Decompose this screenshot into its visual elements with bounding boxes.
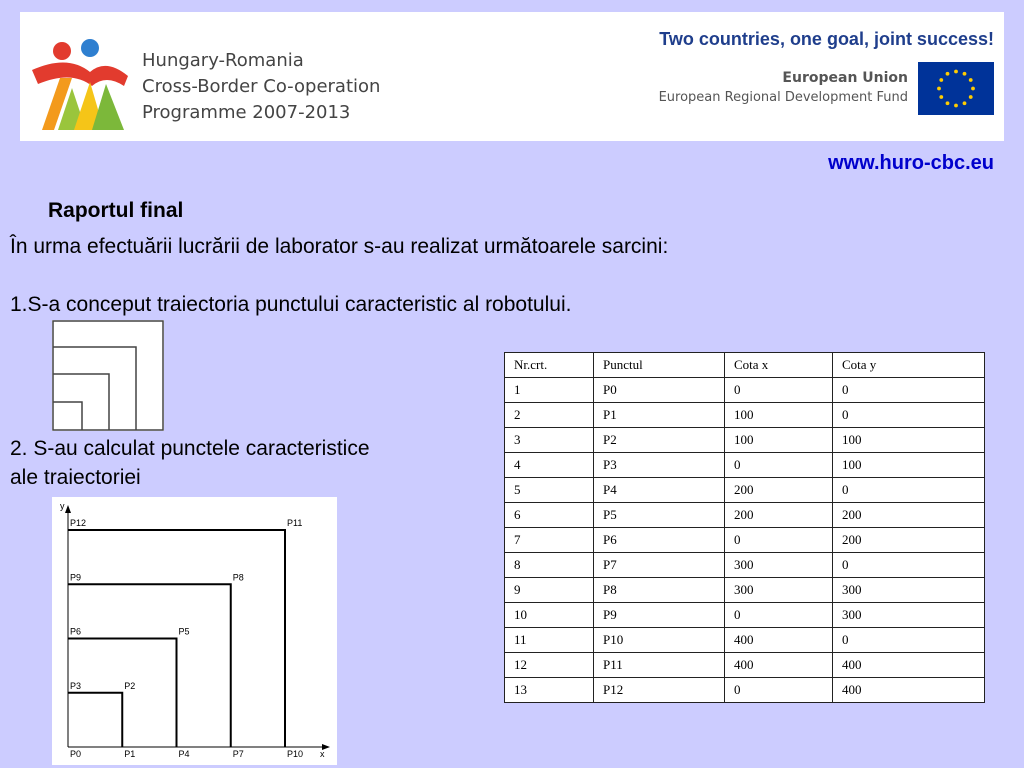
- point-label: P11: [287, 518, 303, 528]
- table-cell: 300: [833, 578, 985, 603]
- x-axis-label: x: [320, 749, 325, 759]
- table-cell: P12: [594, 678, 725, 703]
- table-cell: 300: [833, 603, 985, 628]
- task-1-text: 1.S-a conceput traiectoria punctului caracteristic al robotului.: [10, 293, 572, 316]
- table-cell: 4: [505, 453, 594, 478]
- program-line: Programme 2007-2013: [142, 102, 351, 123]
- table-row: [505, 653, 985, 678]
- table-cell: 300: [725, 578, 833, 603]
- eu-fund-label: European Regional Development Fund: [658, 90, 908, 105]
- point-label: P9: [70, 572, 82, 583]
- point-label: P1: [124, 749, 136, 759]
- table-cell: 200: [833, 528, 985, 553]
- trajectory-square-3: [68, 584, 231, 747]
- table-cell: 0: [725, 603, 833, 628]
- point-label: P5: [178, 626, 190, 637]
- table-cell: P5: [594, 503, 725, 528]
- table-cell: P10: [594, 628, 725, 653]
- star-icon: [963, 101, 967, 105]
- y-axis-arrow-icon: [65, 505, 71, 513]
- table-cell: 0: [833, 403, 985, 428]
- star-icon: [971, 87, 975, 91]
- table-cell: 100: [833, 453, 985, 478]
- point-label: P3: [70, 680, 82, 691]
- point-label: P10: [287, 749, 304, 759]
- table-cell: P0: [594, 378, 725, 403]
- tagline: Two countries, one goal, joint success!: [659, 29, 994, 49]
- intro-text: În urma efectuării lucrării de laborator s-au realizat următoarele sarcini:: [10, 235, 669, 258]
- table-cell: 100: [833, 428, 985, 453]
- table-cell: 0: [833, 378, 985, 403]
- point-label: P2: [124, 680, 136, 691]
- point-label: P0: [70, 749, 82, 759]
- table-cell: 10: [505, 603, 594, 628]
- table-row: [505, 503, 985, 528]
- table-cell: P1: [594, 403, 725, 428]
- star-icon: [969, 78, 973, 82]
- table-cell: P7: [594, 553, 725, 578]
- header-nr: Nr.crt.: [505, 353, 594, 378]
- program-name: [142, 48, 380, 126]
- table-cell: 200: [725, 478, 833, 503]
- star-icon: [939, 95, 943, 99]
- task-2-line: 2. S-au calculat punctele caracteristice: [10, 437, 370, 460]
- table-cell: 400: [833, 653, 985, 678]
- points-table: [504, 352, 985, 703]
- point-label: P12: [70, 518, 87, 528]
- table-cell: 0: [725, 678, 833, 703]
- star-icon: [946, 101, 950, 105]
- table-row: [505, 478, 985, 503]
- table-cell: 0: [725, 453, 833, 478]
- table-cell: 9: [505, 578, 594, 603]
- y-axis-label: y: [60, 501, 65, 511]
- star-icon: [969, 95, 973, 99]
- report-title: Raportul final: [48, 199, 184, 222]
- program-line: Cross-Border Co-operation: [142, 76, 381, 97]
- star-icon: [946, 72, 950, 76]
- huro-logo-icon: [28, 34, 140, 134]
- table-row: [505, 453, 985, 478]
- table-cell: 5: [505, 478, 594, 503]
- program-banner: [20, 12, 1004, 141]
- table-cell: 400: [725, 628, 833, 653]
- table-cell: 200: [833, 503, 985, 528]
- table-header-row: [505, 353, 985, 378]
- table-cell: P8: [594, 578, 725, 603]
- table-cell: 0: [833, 553, 985, 578]
- website-link[interactable]: www.huro-cbc.eu: [828, 152, 994, 174]
- table-cell: 0: [833, 628, 985, 653]
- point-label: P7: [232, 749, 244, 759]
- star-icon: [937, 87, 941, 91]
- table-cell: 0: [725, 528, 833, 553]
- eu-label: [659, 69, 908, 107]
- trajectory-plot: [52, 497, 337, 765]
- eu-union-label: European Union: [782, 70, 908, 86]
- star-icon: [954, 104, 958, 108]
- trajectory-concept-figure: [52, 320, 164, 431]
- task-2-text: [10, 434, 370, 492]
- table-cell: 13: [505, 678, 594, 703]
- table-row: [505, 528, 985, 553]
- star-icon: [939, 78, 943, 82]
- header-cota-x: Cota x: [725, 353, 833, 378]
- table-cell: 100: [725, 403, 833, 428]
- table-cell: 100: [725, 428, 833, 453]
- program-line: Hungary-Romania: [142, 50, 304, 71]
- table-row: [505, 428, 985, 453]
- table-row: [505, 578, 985, 603]
- table-row: [505, 403, 985, 428]
- table-cell: 7: [505, 528, 594, 553]
- table-cell: 11: [505, 628, 594, 653]
- task-2-line: ale traiectoriei: [10, 466, 141, 489]
- trajectory-square-1: [68, 693, 122, 747]
- table-row: [505, 603, 985, 628]
- table-cell: 6: [505, 503, 594, 528]
- table-cell: 12: [505, 653, 594, 678]
- table-row: [505, 628, 985, 653]
- table-cell: 3: [505, 428, 594, 453]
- table-cell: 300: [725, 553, 833, 578]
- star-icon: [963, 72, 967, 76]
- table-cell: 1: [505, 378, 594, 403]
- point-label: P6: [70, 626, 82, 637]
- table-cell: 0: [833, 478, 985, 503]
- table-cell: P9: [594, 603, 725, 628]
- point-label: P4: [178, 749, 190, 759]
- table-cell: P3: [594, 453, 725, 478]
- table-cell: 2: [505, 403, 594, 428]
- star-icon: [954, 70, 958, 74]
- header-cota-y: Cota y: [833, 353, 985, 378]
- table-cell: P11: [594, 653, 725, 678]
- header-punctul: Punctul: [594, 353, 725, 378]
- table-cell: 400: [833, 678, 985, 703]
- table-cell: P2: [594, 428, 725, 453]
- table-cell: 400: [725, 653, 833, 678]
- table-cell: 8: [505, 553, 594, 578]
- table-row: [505, 378, 985, 403]
- table-cell: P4: [594, 478, 725, 503]
- point-label: P8: [232, 572, 244, 583]
- table-cell: 0: [725, 378, 833, 403]
- eu-flag-icon: [918, 62, 994, 115]
- table-row: [505, 678, 985, 703]
- table-row: [505, 553, 985, 578]
- table-cell: 200: [725, 503, 833, 528]
- table-cell: P6: [594, 528, 725, 553]
